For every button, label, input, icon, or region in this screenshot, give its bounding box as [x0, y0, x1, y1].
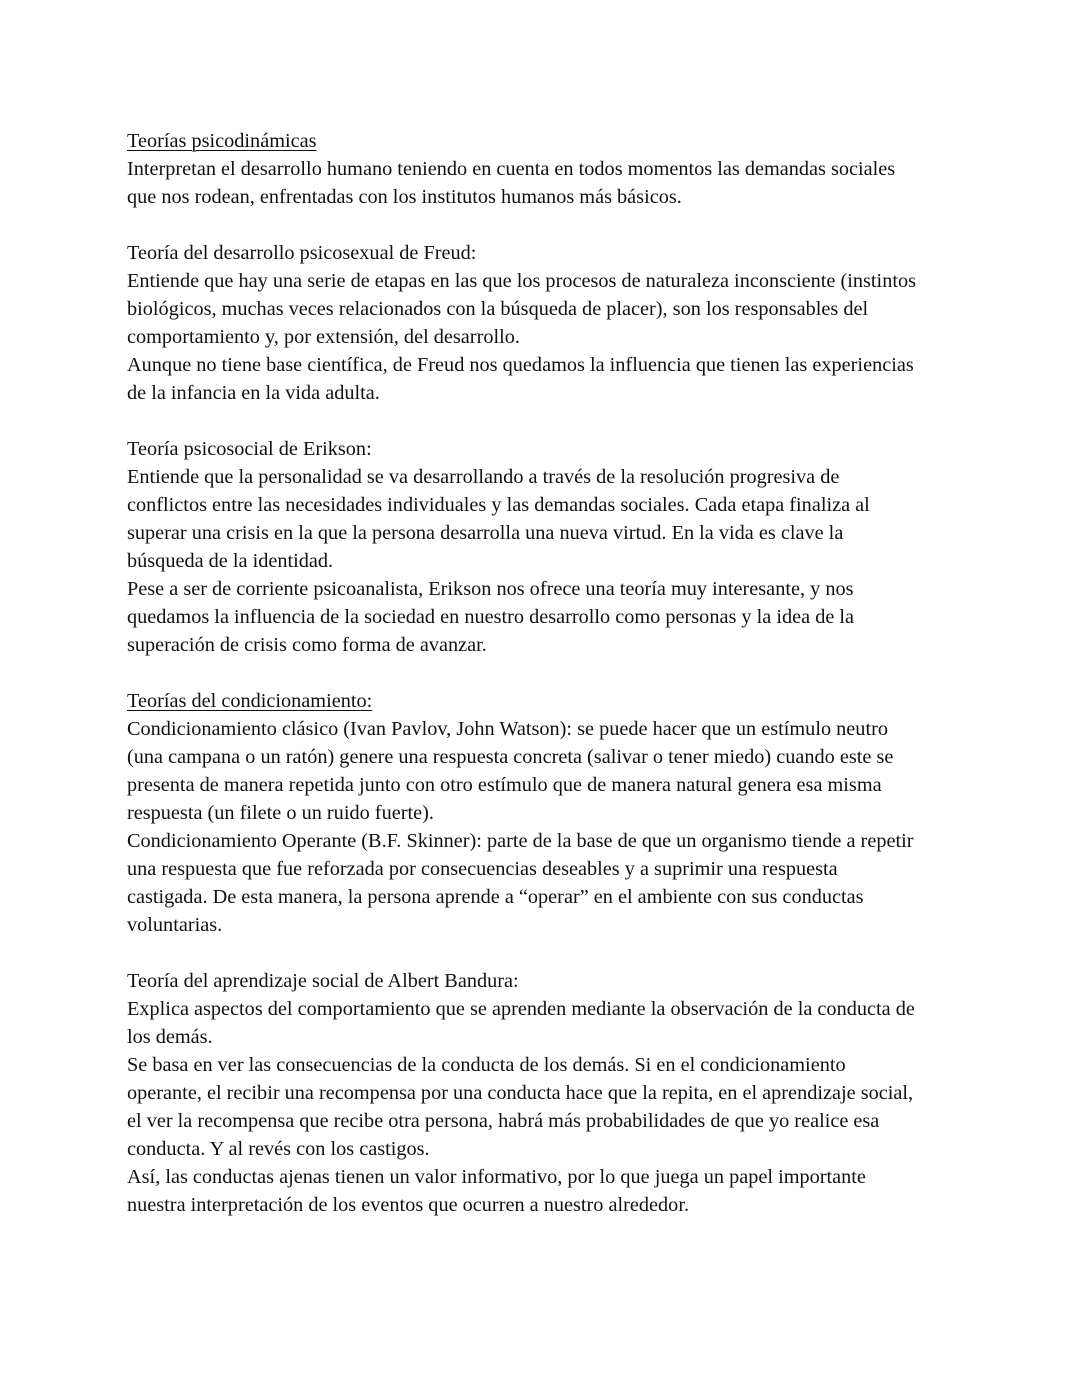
section-heading: Teoría psicosocial de Erikson:: [127, 438, 372, 460]
paragraph-line: que nos rodean, enfrentadas con los institutos humanos más básicos.: [127, 186, 682, 208]
paragraph-line: Condicionamiento Operante (B.F. Skinner): parte de la base de que un organismo tiende a repetir: [127, 830, 914, 852]
paragraph-line: Se basa en ver las consecuencias de la conducta de los demás. Si en el condicionamiento: [127, 1054, 846, 1076]
section-freud: [127, 239, 967, 407]
paragraph-line: Entiende que hay una serie de etapas en las que los procesos de naturaleza inconsciente (instintos: [127, 270, 916, 292]
section-bandura: [127, 967, 967, 1219]
paragraph-line: el ver la recompensa que recibe otra persona, habrá más probabilidades de que yo realice esa: [127, 1110, 880, 1132]
section-psicodinamicas: [127, 127, 967, 211]
document-page: [127, 127, 967, 1219]
paragraph-gap: [127, 939, 967, 967]
paragraph-line: nuestra interpretación de los eventos que ocurren a nuestro alrededor.: [127, 1194, 690, 1216]
paragraph-line: biológicos, muchas veces relacionados con la búsqueda de placer), son los responsables del: [127, 298, 869, 320]
paragraph-line: búsqueda de la identidad.: [127, 550, 334, 572]
section-condicionamiento: [127, 687, 967, 939]
paragraph-line: (una campana o un ratón) genere una respuesta concreta (salivar o tener miedo) cuando este se: [127, 746, 894, 768]
paragraph-line: Condicionamiento clásico (Ivan Pavlov, John Watson): se puede hacer que un estímulo neutro: [127, 718, 888, 740]
paragraph-line: comportamiento y, por extensión, del desarrollo.: [127, 326, 520, 348]
paragraph-line: Así, las conductas ajenas tienen un valor informativo, por lo que juega un papel importante: [127, 1166, 866, 1188]
section-erikson: [127, 435, 967, 659]
section-heading: Teorías del condicionamiento:: [127, 690, 373, 712]
paragraph-line: conflictos entre las necesidades individuales y las demandas sociales. Cada etapa finaliza al: [127, 494, 870, 516]
paragraph-line: superar una crisis en la que la persona desarrolla una nueva virtud. En la vida es clave la: [127, 522, 844, 544]
paragraph-line: superación de crisis como forma de avanzar.: [127, 634, 487, 656]
paragraph-line: Pese a ser de corriente psicoanalista, Erikson nos ofrece una teoría muy interesante, y nos: [127, 578, 854, 600]
paragraph-line: Explica aspectos del comportamiento que se aprenden mediante la observación de la conducta de: [127, 998, 915, 1020]
paragraph-line: los demás.: [127, 1026, 213, 1048]
paragraph-gap: [127, 211, 967, 239]
paragraph-line: Aunque no tiene base científica, de Freud nos quedamos la influencia que tienen las experiencias: [127, 354, 914, 376]
paragraph-line: presenta de manera repetida junto con otro estímulo que de manera natural genera esa misma: [127, 774, 882, 796]
paragraph-line: respuesta (un filete o un ruido fuerte).: [127, 802, 434, 824]
paragraph-gap: [127, 407, 967, 435]
paragraph-line: una respuesta que fue reforzada por consecuencias deseables y a suprimir una respuesta: [127, 858, 838, 880]
paragraph-gap: [127, 659, 967, 687]
paragraph-line: castigada. De esta manera, la persona aprende a “operar” en el ambiente con sus conductas: [127, 886, 864, 908]
paragraph-line: operante, el recibir una recompensa por una conducta hace que la repita, en el aprendizaje social,: [127, 1082, 914, 1104]
paragraph-line: de la infancia en la vida adulta.: [127, 382, 380, 404]
section-heading: Teoría del aprendizaje social de Albert Bandura:: [127, 970, 519, 992]
paragraph-line: voluntarias.: [127, 914, 223, 936]
paragraph-line: Entiende que la personalidad se va desarrollando a través de la resolución progresiva de: [127, 466, 840, 488]
paragraph-line: quedamos la influencia de la sociedad en nuestro desarrollo como personas y la idea de la: [127, 606, 855, 628]
paragraph-line: Interpretan el desarrollo humano teniendo en cuenta en todos momentos las demandas sociales: [127, 158, 896, 180]
section-heading: Teorías psicodinámicas: [127, 130, 317, 152]
section-heading: Teoría del desarrollo psicosexual de Freud:: [127, 242, 477, 264]
paragraph-line: conducta. Y al revés con los castigos.: [127, 1138, 430, 1160]
